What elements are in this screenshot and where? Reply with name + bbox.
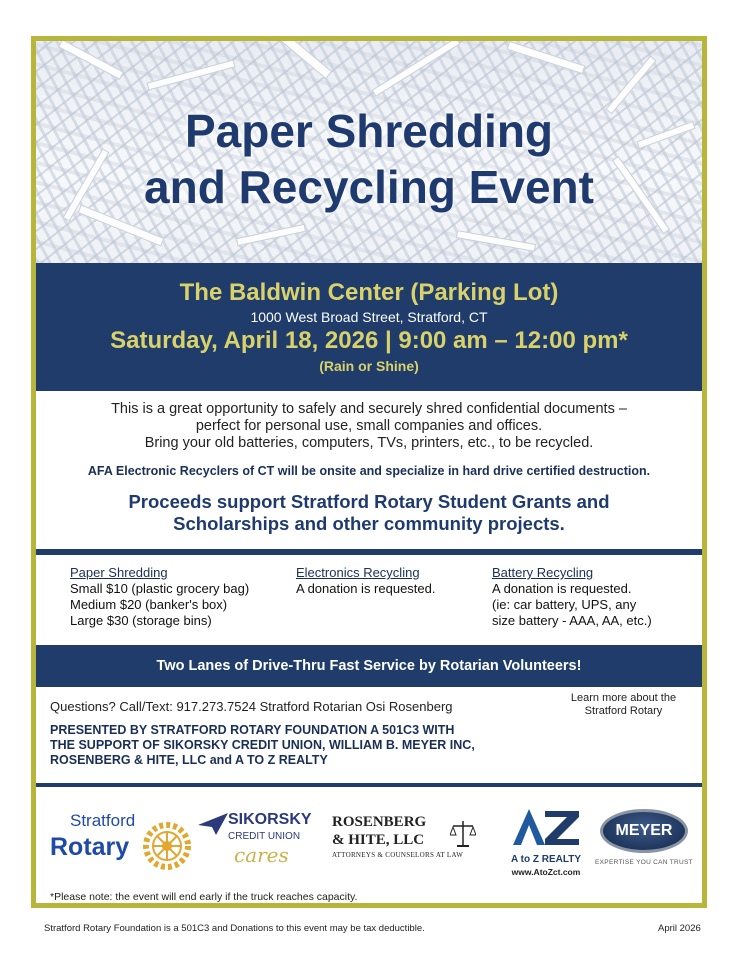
event-datetime: Saturday, April 18, 2026 | 9:00 am – 12:00 pm* [110,327,628,354]
electronics-recycling-column [296,565,486,597]
divider [36,549,702,555]
learn-more-line: Learn more about the [570,692,677,704]
rotary-logo-line1: Stratford [70,811,136,830]
az-mark-icon [509,807,583,847]
intro-line: This is a great opportunity to safely and securely shred confidential documents – [111,401,627,417]
presented-line: ROSENBERG & HITE, LLC and A TO Z REALTY [50,753,328,767]
title-line-2: and Recycling Event [144,161,594,213]
rosenberg-line1: ROSENBERG [332,814,427,830]
stratford-rotary-logo [50,811,200,881]
price-item: Medium $20 (banker's box) [70,597,228,612]
paper-shredding-column [70,565,290,629]
sikorsky-tagline: cares [234,843,289,867]
drive-thru-banner: Two Lanes of Drive-Thru Fast Service by Rotarian Volunteers! [36,645,702,687]
sikorsky-credit-union-logo [198,811,316,881]
page-title [36,103,702,215]
rosenberg-line2: & HITE, LLC [332,832,425,848]
price-item: A donation is requested. [296,581,436,596]
rosenberg-hite-logo [332,813,482,873]
footer-disclaimer: Stratford Rotary Foundation is a 501C3 and Donations to this event may be tax deductible. [44,923,425,934]
column-heading: Electronics Recycling [296,565,420,580]
learn-more-line: Stratford Rotary [584,705,663,717]
price-item: Small $10 (plastic grocery bag) [70,581,250,596]
column-heading: Battery Recycling [492,565,594,580]
flyer-frame [31,36,707,908]
presented-line: THE SUPPORT OF SIKORSKY CREDIT UNION, WILLIAM B. MEYER INC, [50,738,475,752]
column-heading: Paper Shredding [70,565,168,580]
sikorsky-name: SIKORSKY [228,811,312,828]
paper-plane-icon [198,813,228,835]
sikorsky-sub: CREDIT UNION [228,831,301,842]
battery-recycling-column [492,565,692,629]
capacity-note: *Please note: the event will end early if the truck reaches capacity. [50,891,358,903]
price-item: size battery - AAA, AA, etc.) [492,613,652,628]
presented-line: PRESENTED BY STRATFORD ROTARY FOUNDATION A 501C3 WITH [50,723,455,737]
event-details-band [36,263,702,391]
atoz-name: A to Z REALTY [511,854,581,865]
atoz-url: www.AtoZct.com [511,867,581,877]
rosenberg-tagline: ATTORNEYS & COUNSELORS AT LAW [332,851,464,859]
weather-note: (Rain or Shine) [319,358,419,374]
afa-note: AFA Electronic Recyclers of CT will be onsite and specialize in hard drive certified destruction. [87,464,651,478]
learn-more-link[interactable] [556,692,691,718]
venue-name: The Baldwin Center (Parking Lot) [179,279,559,306]
scales-of-justice-icon [450,819,476,849]
title-line-1: Paper Shredding [184,105,554,157]
footer-date: April 2026 [658,923,701,934]
meyer-logo [592,809,696,879]
a-to-z-realty-logo [496,807,596,887]
rotary-wheel-icon [142,821,192,871]
intro-line: perfect for personal use, small companies and offices. [195,418,543,434]
price-item: A donation is requested. [492,581,632,596]
proceeds-line: Proceeds support Stratford Rotary Student Grants and [128,491,610,512]
shredded-paper-banner [36,41,702,263]
intro-line: Bring your old batteries, computers, TVs, printers, etc., to be recycled. [144,435,594,451]
meyer-tagline: EXPERTISE YOU CAN TRUST [595,859,693,866]
divider [36,783,702,787]
rotary-logo-line2: Rotary [50,833,130,861]
venue-address: 1000 West Broad Street, Stratford, CT [250,309,488,325]
presented-by [50,723,610,768]
contact-line: Questions? Call/Text: 917.273.7524 Stratford Rotarian Osi Rosenberg [50,699,453,714]
price-item: Large $30 (storage bins) [70,613,212,628]
price-item: (ie: car battery, UPS, any [492,597,637,612]
intro-text [36,401,702,452]
proceeds-line: Scholarships and other community projects. [173,513,565,534]
proceeds-statement [76,491,662,535]
meyer-name: MEYER [600,809,688,853]
